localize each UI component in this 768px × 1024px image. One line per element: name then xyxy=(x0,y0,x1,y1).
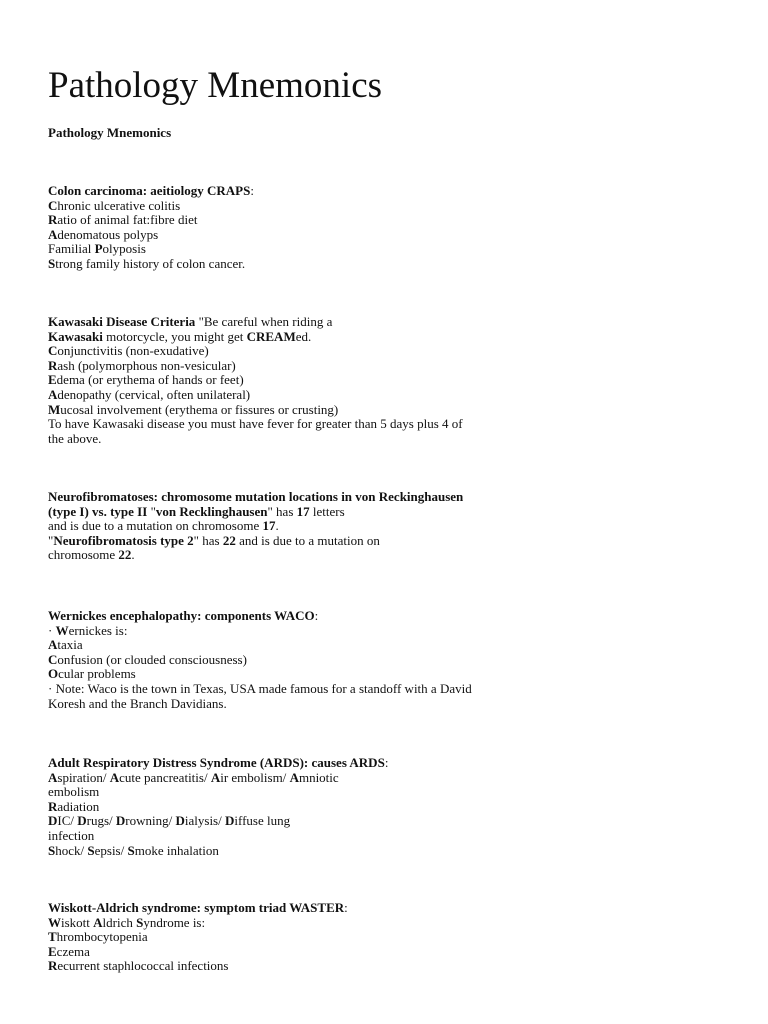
text-run: ialysis/ xyxy=(184,813,225,829)
bold-text-run: 22 xyxy=(222,532,236,548)
text-run: . xyxy=(275,518,279,534)
bold-text-run: A xyxy=(48,769,58,785)
text-run: rugs/ xyxy=(86,813,116,829)
bold-text-run: S xyxy=(48,255,56,271)
text-run: atio of animal fat:fibre diet xyxy=(57,212,198,228)
text-line xyxy=(48,916,738,931)
text-line xyxy=(48,505,738,520)
text-line xyxy=(48,667,738,682)
bold-text-run: D xyxy=(224,813,235,829)
bold-text-run: S xyxy=(127,842,135,858)
text-run: moke inhalation xyxy=(134,842,219,858)
document-title: Pathology Mnemonics xyxy=(48,65,383,106)
text-run: chromosome xyxy=(48,547,119,563)
text-run: ernickes is: xyxy=(68,622,128,638)
text-line xyxy=(48,388,738,403)
bold-text-run: A xyxy=(109,769,120,785)
bold-text-run: 17 xyxy=(262,518,276,534)
bold-text-run: E xyxy=(48,943,57,959)
bold-text-run: R xyxy=(48,798,58,814)
bold-text-run: D xyxy=(48,813,58,829)
bold-text-run: 22 xyxy=(118,547,132,563)
text-line xyxy=(48,490,738,505)
text-run: ash (polymorphous non-vesicular) xyxy=(57,357,236,373)
bold-text-run: Wernickes encephalopathy: components WACO xyxy=(48,608,315,623)
text-run: iffuse lung xyxy=(234,813,291,829)
text-line xyxy=(48,359,738,374)
text-run: : xyxy=(344,900,348,915)
text-run: hrombocytopenia xyxy=(56,929,148,945)
bold-text-run: R xyxy=(48,357,58,373)
text-run: denomatous polyps xyxy=(57,226,159,242)
text-line xyxy=(48,756,738,771)
section-wiskott-aldrich xyxy=(48,901,738,974)
text-run: IC/ xyxy=(57,813,78,829)
bold-text-run: E xyxy=(48,372,57,388)
bold-text-run: A xyxy=(210,769,221,785)
bold-text-run: W xyxy=(48,914,61,930)
text-run: : xyxy=(250,183,254,198)
text-run: onfusion (or clouded consciousness) xyxy=(57,651,247,667)
text-run: olyposis xyxy=(102,241,146,257)
bold-text-run: R xyxy=(48,212,58,228)
bold-text-run: Neurofibromatosis type 2 xyxy=(53,532,194,548)
text-line xyxy=(48,624,738,639)
text-line xyxy=(48,901,738,916)
text-run: denopathy (cervical, often unilateral) xyxy=(57,386,251,402)
text-line xyxy=(48,213,738,228)
bold-text-run: Wiskott-Aldrich syndrome: symptom triad WASTER xyxy=(48,900,345,915)
text-line xyxy=(48,814,738,829)
bold-text-run: A xyxy=(93,914,103,930)
bold-text-run: Kawasaki Disease Criteria xyxy=(48,314,196,329)
text-run: epsis/ xyxy=(94,842,128,858)
text-run: " xyxy=(147,503,156,519)
bold-text-run: C xyxy=(48,197,58,213)
text-run: " has xyxy=(193,532,223,548)
text-run: hronic ulcerative colitis xyxy=(57,197,181,213)
bold-text-run: S xyxy=(87,842,95,858)
text-line xyxy=(48,519,738,534)
text-line xyxy=(48,257,738,272)
bold-text-run: W xyxy=(55,622,69,638)
text-line xyxy=(48,653,738,668)
bold-text-run: Colon carcinoma: aeitiology CRAPS xyxy=(48,183,251,198)
text-line xyxy=(48,242,738,257)
text-line xyxy=(48,199,738,214)
bold-text-run: S xyxy=(136,914,144,930)
text-run: "Be careful when riding a xyxy=(195,314,333,329)
section-neurofibromatoses xyxy=(48,490,738,563)
bold-text-run: M xyxy=(48,401,61,417)
bold-text-run: A xyxy=(48,386,58,402)
bold-text-run: C xyxy=(48,343,58,359)
bold-text-run: P xyxy=(94,241,103,257)
text-run: " has xyxy=(267,503,297,519)
text-run: letters xyxy=(309,503,345,519)
text-run: and is due to a mutation on chromosome xyxy=(48,518,263,534)
text-line xyxy=(48,697,738,712)
bold-text-run: (type I) vs. type II xyxy=(48,503,148,519)
text-line xyxy=(48,930,738,945)
text-run: " xyxy=(48,532,54,548)
bold-text-run: T xyxy=(48,929,57,945)
text-line xyxy=(48,184,738,199)
bold-text-run: A xyxy=(289,769,299,785)
text-run: : xyxy=(314,608,319,623)
section-kawasaki-disease xyxy=(48,315,738,446)
section-ards xyxy=(48,756,738,858)
bold-text-run: Neurofibromatoses: chromosome mutation locations in von Reckinghausen xyxy=(48,489,464,504)
text-line xyxy=(48,344,738,359)
text-run: Familial xyxy=(48,241,95,257)
bold-text-run: D xyxy=(115,813,126,829)
section-colon-carcinoma xyxy=(48,184,738,272)
text-run: ecurrent staphlococcal infections xyxy=(57,958,229,974)
text-line xyxy=(48,959,738,974)
text-line xyxy=(48,609,738,624)
text-line xyxy=(48,771,738,786)
bold-text-run: S xyxy=(48,842,56,858)
text-run: hock/ xyxy=(55,842,88,858)
text-line xyxy=(48,638,738,653)
bold-text-run: von Recklinghausen xyxy=(155,503,268,519)
bold-text-run: D xyxy=(77,813,87,829)
text-run: motorcycle, you might get xyxy=(102,328,247,344)
text-line xyxy=(48,844,738,859)
text-run: embolism xyxy=(48,784,100,800)
bold-text-run: 17 xyxy=(296,503,310,519)
text-line xyxy=(48,228,738,243)
text-run: dema (or erythema of hands or feet) xyxy=(56,372,244,388)
bold-text-run: A xyxy=(48,226,58,242)
bold-text-run: CREAM xyxy=(246,328,296,344)
text-run: ldrich xyxy=(102,914,137,930)
text-line xyxy=(48,682,738,697)
text-line xyxy=(48,548,738,563)
text-line xyxy=(48,315,738,330)
bold-text-run: O xyxy=(48,666,59,682)
text-run: ed. xyxy=(295,328,312,344)
text-run: infection xyxy=(48,827,95,843)
bold-text-run: Adult Respiratory Distress Syndrome (ARDS): causes ARDS xyxy=(48,755,385,770)
text-run: czema xyxy=(56,943,90,959)
text-run: adiation xyxy=(57,798,100,814)
text-line xyxy=(48,945,738,960)
text-line xyxy=(48,373,738,388)
text-line xyxy=(48,785,738,800)
text-run: ir embolism/ xyxy=(220,769,290,785)
text-run: · xyxy=(48,622,56,638)
text-line xyxy=(48,534,738,549)
text-run: To have Kawasaki disease you must have fever for greater than 5 days plus 4 of xyxy=(48,416,463,432)
text-run: cular problems xyxy=(58,666,136,682)
document-subtitle: Pathology Mnemonics xyxy=(48,125,172,140)
bold-text-run: Kawasaki xyxy=(48,328,103,344)
text-line xyxy=(48,829,738,844)
text-line xyxy=(48,800,738,815)
bold-text-run: D xyxy=(175,813,185,829)
text-run: spiration/ xyxy=(57,769,110,785)
text-line xyxy=(48,330,738,345)
text-run: trong family history of colon cancer. xyxy=(55,255,246,271)
text-run: and is due to a mutation on xyxy=(235,532,380,548)
text-line xyxy=(48,403,738,418)
text-run: ucosal involvement (erythema or fissures or crusting) xyxy=(60,401,339,417)
bold-text-run: C xyxy=(48,651,58,667)
text-run: mniotic xyxy=(298,769,339,785)
text-run: Koresh and the Branch Davidians. xyxy=(48,695,227,711)
bold-text-run: R xyxy=(48,958,58,974)
text-run: onjunctivitis (non-exudative) xyxy=(57,343,209,359)
text-run: the above. xyxy=(48,430,102,446)
section-wernickes-encephalopathy xyxy=(48,609,738,711)
text-run: : xyxy=(384,755,389,770)
bold-text-run: A xyxy=(48,637,58,653)
text-line xyxy=(48,432,738,447)
text-line xyxy=(48,417,738,432)
text-run: iskott xyxy=(61,914,94,930)
text-run: cute pancreatitis/ xyxy=(119,769,211,785)
text-run: yndrome is: xyxy=(143,914,206,930)
text-run: rowning/ xyxy=(125,813,176,829)
text-run: . xyxy=(131,547,135,563)
text-run: taxia xyxy=(57,637,83,653)
text-run: · Note: Waco is the town in Texas, USA made famous for a standoff with a David xyxy=(48,680,472,696)
